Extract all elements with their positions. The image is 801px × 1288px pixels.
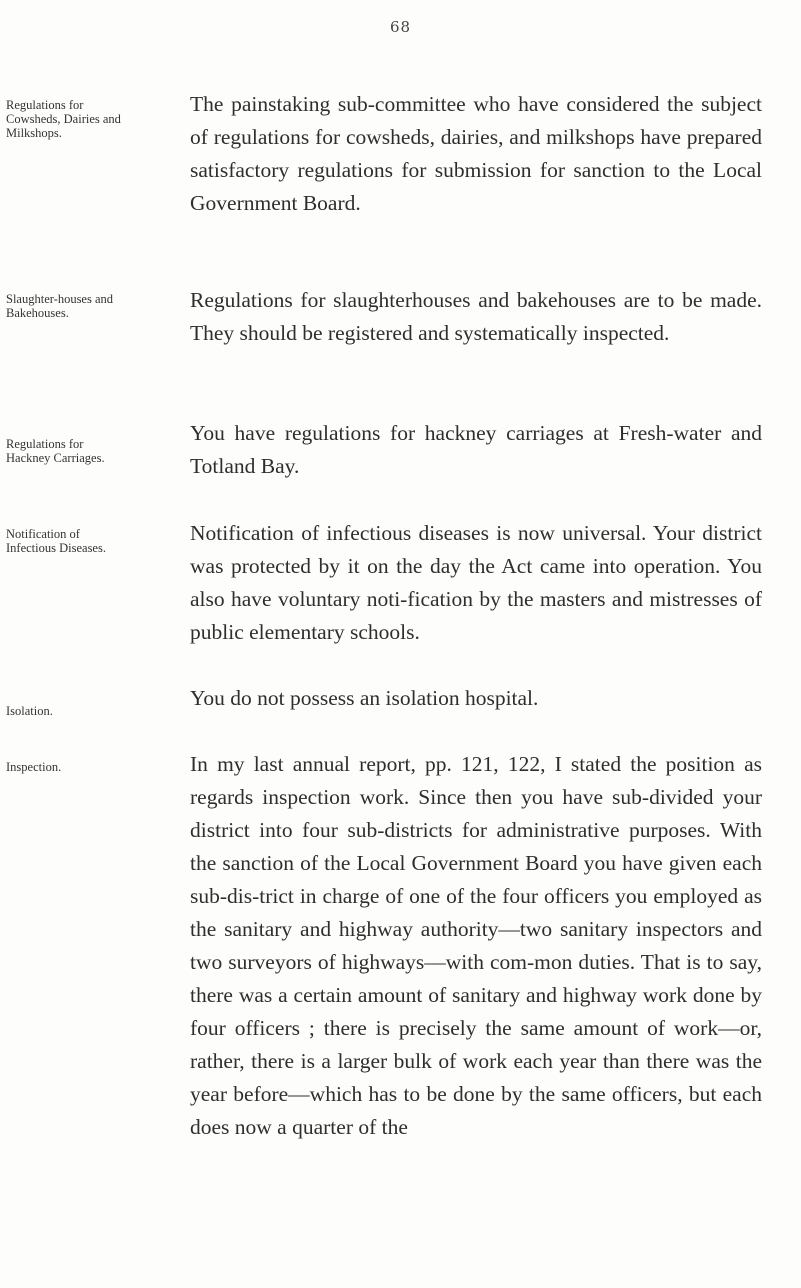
paragraph: You have regulations for hackney carriages at Fresh-water and Totland Bay.	[190, 421, 762, 478]
margin-note: Notification of Infectious Diseases.	[6, 527, 106, 555]
margin-note: Isolation.	[6, 704, 53, 718]
margin-note: Slaughter-houses and Bakehouses.	[6, 292, 114, 320]
margin-note: Inspection.	[6, 760, 62, 774]
paragraph: Notification of infectious diseases is now universal. Your district was protected by it on the day the Act came into operation. You also have voluntary noti-fication by the masters and mistresses of public elementary schools.	[190, 521, 762, 644]
margin-note: Regulations for Hackney Carriages.	[6, 437, 105, 465]
paragraph: Regulations for slaughterhouses and bakehouses are to be made. They should be registered and systematically inspected.	[190, 288, 762, 345]
paragraph: The painstaking sub-committee who have considered the subject of regulations for cowsheds, dairies, and milkshops have prepared satisfactory regulations for submission for sanction to the Local Government Board.	[190, 92, 762, 215]
paragraph: You do not possess an isolation hospital.	[190, 686, 539, 710]
paragraph: In my last annual report, pp. 121, 122, I stated the position as regards inspection work. Since then you have sub-divided your district into four sub-districts for administrative purposes. With the sanction of the Local Government Board you have given each sub-dis-trict in charge of one of the four officers you employed as the sanitary and highway authority—two sanitary inspectors and two surveyors of highways—with com-mon duties. That is to say, there was a certain amount of sanitary and highway work done by four officers ; there is precisely the same amount of work—or, rather, there is a larger bulk of work each year than there was the year before—which has to be done by the same officers, but each does now a quarter of the	[190, 752, 762, 1139]
page-number: 68	[389, 18, 412, 36]
margin-note: Regulations for Cowsheds, Dairies and Milkshops.	[6, 98, 121, 140]
